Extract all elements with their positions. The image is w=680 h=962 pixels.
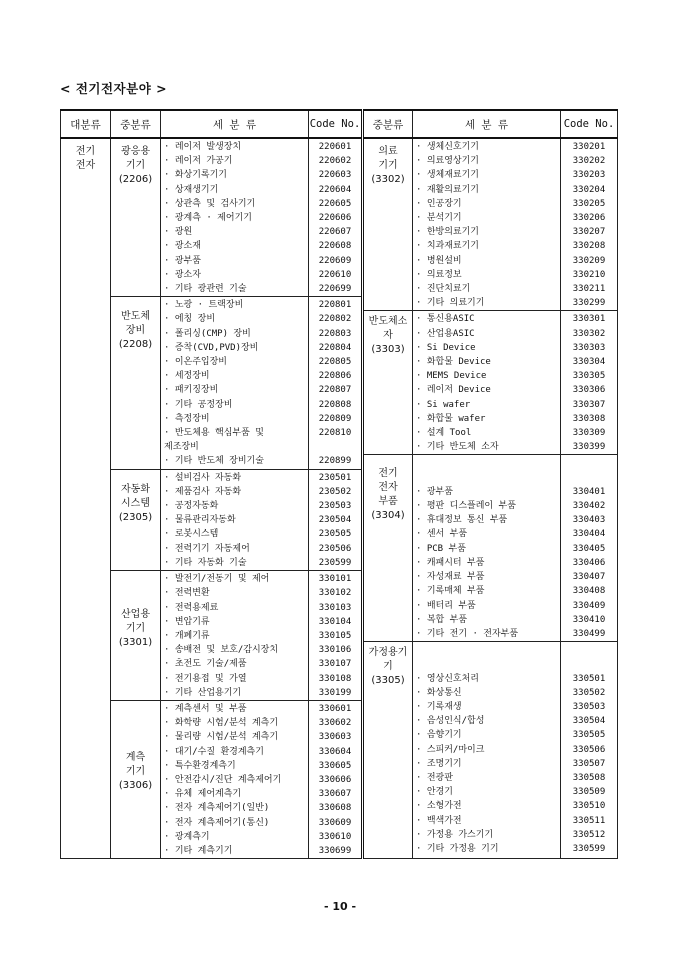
line: 220808	[318, 399, 352, 410]
line: 230505	[318, 529, 352, 540]
line: · 화학량 시험/분석 계측기	[164, 718, 279, 729]
line: · 기타 가정용 기기	[416, 843, 499, 854]
line: 330399	[572, 442, 606, 453]
line: · 전력기기 자동제어	[164, 543, 250, 554]
detail-list-right	[413, 455, 561, 642]
line: · 안전감시/진단 계측제어기	[164, 774, 282, 785]
line: · 한방의료기기	[416, 227, 480, 238]
line: 220805	[318, 357, 352, 368]
line: 330299	[572, 298, 606, 309]
line: · 기타 산업용기기	[164, 687, 242, 698]
line: 330104	[318, 616, 352, 627]
line: 220802	[318, 314, 352, 325]
line	[309, 440, 361, 454]
table-row	[61, 138, 618, 152]
line: · 화상기록기기	[164, 170, 228, 181]
line: 220699	[318, 284, 352, 295]
line: · 진단치료기	[416, 284, 471, 295]
line: · 분석기기	[416, 213, 462, 224]
major-category: 전기 전자	[61, 138, 111, 859]
line: · 인공장기	[416, 198, 462, 209]
line: 220604	[318, 184, 352, 195]
line: 330599	[572, 843, 606, 854]
line: 330610	[318, 831, 352, 842]
line: 330508	[572, 772, 606, 783]
line: · 음향기기	[416, 730, 462, 741]
line: 220605	[318, 198, 352, 209]
line: 220610	[318, 269, 352, 280]
line: · 기타 전기 · 전자부품	[416, 628, 519, 639]
code-list	[309, 138, 363, 297]
line: 230501	[318, 472, 352, 483]
line: 330203	[572, 170, 606, 181]
line: · 화상통신	[416, 687, 462, 698]
detail-list-right	[413, 138, 561, 311]
line: 330301	[572, 314, 606, 325]
line: 330510	[572, 801, 606, 812]
line: 330107	[318, 659, 352, 670]
line: 330404	[572, 529, 606, 540]
line: · 기타 공정장비	[164, 399, 233, 410]
line: · 소형가전	[416, 801, 462, 812]
line: 330207	[572, 227, 606, 238]
line: · 노광 · 트랙장비	[164, 300, 244, 311]
line: · 광소자	[164, 269, 201, 280]
line: · 음성인식/합성	[416, 716, 485, 727]
line: · 측정장비	[164, 413, 210, 424]
line: 330309	[572, 428, 606, 439]
line: · 반도체용 핵심부품 및	[164, 428, 264, 439]
line: 330512	[572, 829, 606, 840]
line: 220807	[318, 385, 352, 396]
line: · 제품검사 자동화	[164, 486, 242, 497]
line: 220804	[318, 342, 352, 353]
line: · 전자 계측제어기(일반)	[164, 803, 270, 814]
header-detail: 세 분 류	[161, 110, 309, 138]
code-list-right	[561, 642, 618, 859]
line: 330402	[572, 501, 606, 512]
line: · 유체 제어계측기	[164, 789, 242, 800]
line: · 가정용 가스기기	[416, 829, 494, 840]
line: · 기록재생	[416, 701, 462, 712]
line: 330604	[318, 746, 352, 757]
line: 330302	[572, 328, 606, 339]
line: 330401	[572, 486, 606, 497]
line: · PCB 부품	[416, 543, 466, 554]
line: · 휴대정보 통신 부품	[416, 515, 508, 526]
line: · 평판 디스플레이 부품	[416, 501, 516, 512]
detail-list	[161, 297, 309, 469]
line: · 생체신호기기	[416, 142, 480, 152]
line: · 백색가전	[416, 815, 462, 826]
medium-category: 반도체 장비 (2208)	[111, 297, 161, 469]
line: · 상재생기기	[164, 184, 219, 195]
line: 330699	[318, 845, 352, 856]
code-list	[309, 571, 363, 701]
line: 330307	[572, 399, 606, 410]
line: · 물리량 시험/분석 계측기	[164, 732, 279, 743]
line: 제조장비	[164, 442, 199, 453]
line: · 광부품	[416, 486, 453, 497]
line: 330504	[572, 716, 606, 727]
line: 330208	[572, 241, 606, 252]
line: · 병원설비	[416, 255, 462, 266]
code-list-right	[561, 138, 618, 311]
line: 330499	[572, 628, 606, 639]
header-medium: 중분류	[111, 110, 161, 138]
line: 330403	[572, 515, 606, 526]
line: 330303	[572, 342, 606, 353]
line: 220810	[318, 428, 352, 439]
line: 230502	[318, 486, 352, 497]
line: 330406	[572, 557, 606, 568]
line: · 광부품	[164, 255, 201, 266]
line: 220608	[318, 241, 352, 252]
line: · 광계측기	[164, 831, 210, 842]
line: · 공정자동화	[164, 501, 219, 512]
code-list	[309, 297, 363, 469]
line: · 이온주입장비	[164, 357, 228, 368]
line: 220607	[318, 227, 352, 238]
line: · 광소재	[164, 241, 201, 252]
line: 220806	[318, 371, 352, 382]
line: · 설계 Tool	[416, 428, 472, 439]
line: · 캐패시터 부품	[416, 557, 485, 568]
section-title: < 전기전자분야 >	[60, 81, 168, 96]
line: 330201	[572, 142, 606, 152]
line: · 자성재료 부품	[416, 572, 485, 583]
line: · 화합물 Device	[416, 357, 491, 368]
line: · 의료정보	[416, 269, 462, 280]
line: · 개폐기류	[164, 630, 210, 641]
line: · 전력용제료	[164, 602, 219, 613]
code-list-right	[561, 311, 618, 455]
line: · 계측센서 및 부품	[164, 703, 247, 714]
line: 330506	[572, 744, 606, 755]
line: · 대기/수질 환경계측기	[164, 746, 264, 757]
line: · 조명기기	[416, 758, 462, 769]
detail-list-right	[413, 311, 561, 455]
line: · 폴리싱(CMP) 장비	[164, 328, 251, 339]
line: 330306	[572, 385, 606, 396]
line: · 로봇시스템	[164, 529, 219, 540]
line: 330602	[318, 718, 352, 729]
line: · 전력변환	[164, 588, 210, 599]
code-list	[309, 700, 363, 858]
line: 330101	[318, 574, 352, 585]
line: · 재활의료기기	[416, 184, 480, 195]
line: 220809	[318, 413, 352, 424]
line: 330409	[572, 600, 606, 611]
line: 330199	[318, 687, 352, 698]
line: 220899	[318, 456, 352, 467]
line: 330410	[572, 614, 606, 625]
line: 330210	[572, 269, 606, 280]
line: · 기타 광관련 기술	[164, 284, 247, 295]
line: 330603	[318, 732, 352, 743]
line: 330607	[318, 789, 352, 800]
line: 330511	[572, 815, 606, 826]
line: · 레이저 Device	[416, 385, 491, 396]
line: 330305	[572, 371, 606, 382]
line: 330502	[572, 687, 606, 698]
line: · 배터리 부품	[416, 600, 476, 611]
line: 220601	[318, 142, 352, 152]
line: 330503	[572, 701, 606, 712]
line: 330308	[572, 413, 606, 424]
line: · 생체재료기기	[416, 170, 480, 181]
line: 330211	[572, 284, 606, 295]
line: · MEMS Device	[416, 371, 487, 382]
line: · 에칭 장비	[164, 314, 216, 325]
medium-category: 산업용 기기 (3301)	[111, 571, 161, 701]
line: · 발전기/전동기 및 제어	[164, 574, 270, 585]
line: 220602	[318, 156, 352, 167]
line: 330202	[572, 156, 606, 167]
line: · 레이저 가공기	[164, 156, 233, 167]
line: 330501	[572, 673, 606, 684]
header-row	[61, 110, 618, 138]
line: 330605	[318, 760, 352, 771]
line: 330408	[572, 586, 606, 597]
line: 330106	[318, 645, 352, 656]
line: · 화합물 wafer	[416, 413, 486, 424]
line: · 전광판	[416, 772, 453, 783]
line: 230504	[318, 515, 352, 526]
line: 230503	[318, 501, 352, 512]
line: · 기타 반도체 소자	[416, 442, 499, 453]
header-medium-right: 중분류	[363, 110, 413, 138]
line: · 설비검사 자동화	[164, 472, 242, 483]
medium-category: 광응용 기기 (2206)	[111, 138, 161, 297]
code-list	[309, 469, 363, 570]
line: · 기타 계측기기	[164, 845, 233, 856]
line: · 기타 의료기기	[416, 298, 485, 309]
line: · 특수환경계측기	[164, 760, 236, 771]
medium-category-right: 반도체소 자 (3303)	[363, 311, 413, 455]
line: · 기타 자동화 기술	[164, 557, 247, 568]
line: 330103	[318, 602, 352, 613]
header-code-right: Code No.	[561, 110, 618, 138]
medium-category-right: 전기 전자 부품 (3304)	[363, 455, 413, 642]
medium-category-right: 의료 기기 (3302)	[363, 138, 413, 311]
line: 220801	[318, 300, 352, 311]
medium-category: 계측 기기 (3306)	[111, 700, 161, 858]
line: 330405	[572, 543, 606, 554]
line: · 전기용접 및 가열	[164, 673, 247, 684]
line: 330205	[572, 198, 606, 209]
line: 220609	[318, 255, 352, 266]
medium-category-right: 가정용기 기 (3305)	[363, 642, 413, 859]
line: 330505	[572, 730, 606, 741]
header-code: Code No.	[309, 110, 363, 138]
detail-list	[161, 700, 309, 858]
line: · 통신용ASIC	[416, 314, 475, 325]
line: · 상관측 및 검사기기	[164, 198, 256, 209]
line: 230599	[318, 557, 352, 568]
line: · 치과재료기기	[416, 241, 480, 252]
line: 330507	[572, 758, 606, 769]
line: 330509	[572, 787, 606, 798]
line: 330108	[318, 673, 352, 684]
line: · 영상신호처리	[416, 673, 480, 684]
line: · Si Device	[416, 342, 476, 353]
line: · 광계측 · 제어기기	[164, 213, 252, 224]
line: · 안경기	[416, 787, 453, 798]
line: · 의료영상기기	[416, 156, 480, 167]
line: 330601	[318, 703, 352, 714]
line: 330304	[572, 357, 606, 368]
line: 330609	[318, 817, 352, 828]
line: 220606	[318, 213, 352, 224]
line: 330105	[318, 630, 352, 641]
detail-list	[161, 138, 309, 297]
line: 330102	[318, 588, 352, 599]
line: · 기록매체 부품	[416, 586, 485, 597]
detail-list	[161, 571, 309, 701]
header-major: 대분류	[61, 110, 111, 138]
line: · 센서 부품	[416, 529, 468, 540]
medium-category: 자동화 시스템 (2305)	[111, 469, 161, 570]
line: · 패키징장비	[164, 385, 219, 396]
line: 330407	[572, 572, 606, 583]
code-list-right	[561, 455, 618, 642]
line: · 송배전 및 보호/감시장치	[164, 645, 279, 656]
line: · 전자 계측제어기(통신)	[164, 817, 270, 828]
page-number: - 10 -	[323, 900, 357, 913]
line: · 증착(CVD,PVD)장비	[164, 342, 259, 353]
line: · Si wafer	[416, 399, 471, 410]
line: 330606	[318, 774, 352, 785]
line: · 레이저 발생장치	[164, 142, 242, 152]
line: 330204	[572, 184, 606, 195]
detail-list	[161, 469, 309, 570]
line: 330206	[572, 213, 606, 224]
line: · 광원	[164, 227, 193, 238]
header-detail-right: 세 분 류	[413, 110, 561, 138]
line: 230506	[318, 543, 352, 554]
line: 220603	[318, 170, 352, 181]
line: · 변압기류	[164, 616, 210, 627]
line: 220803	[318, 328, 352, 339]
line: 330209	[572, 255, 606, 266]
line: · 복합 부품	[416, 614, 468, 625]
line: · 스피커/마이크	[416, 744, 485, 755]
line: · 기타 반도체 장비기술	[164, 456, 264, 467]
line: · 초전도 기술/제품	[164, 659, 247, 670]
classification-table	[60, 109, 618, 859]
line: · 세정장비	[164, 371, 210, 382]
line: · 물류관리자동화	[164, 515, 236, 526]
detail-list-right	[413, 642, 561, 859]
line: · 산업용ASIC	[416, 328, 475, 339]
line: 330608	[318, 803, 352, 814]
